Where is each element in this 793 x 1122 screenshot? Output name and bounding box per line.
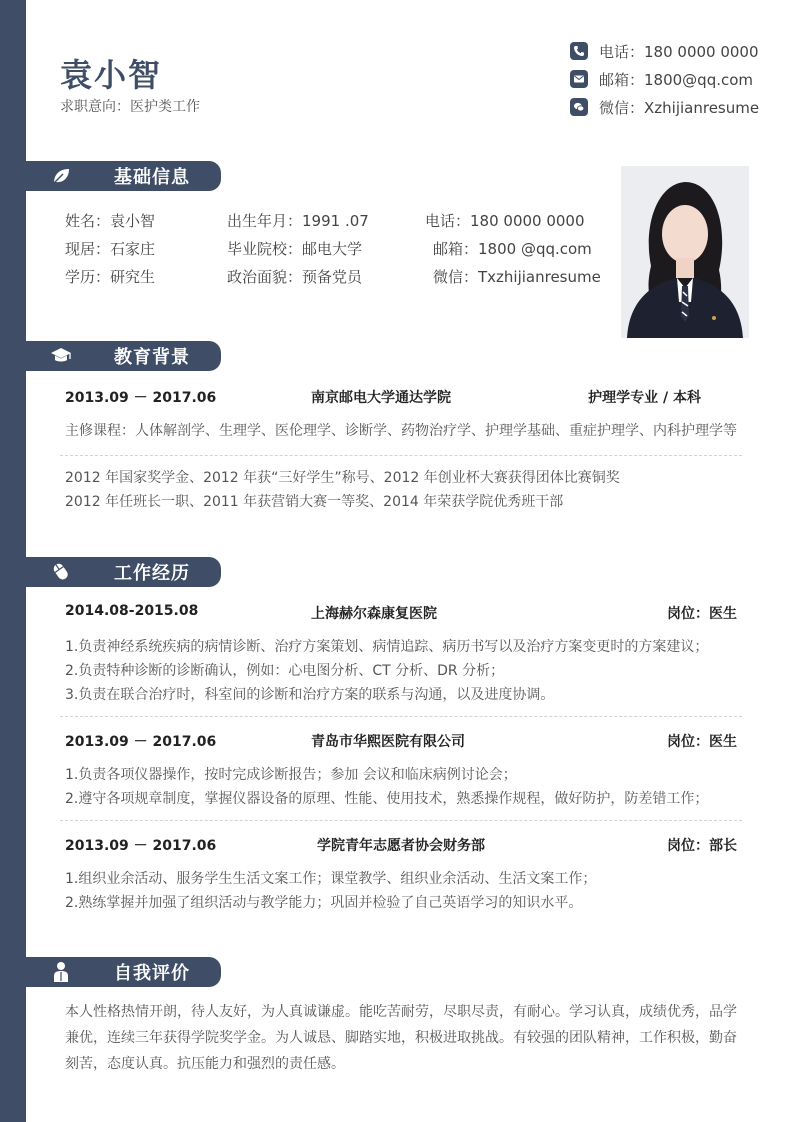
profile-photo — [621, 166, 749, 338]
work-entry-header — [65, 731, 737, 751]
section-header-education — [26, 341, 221, 371]
work-org: 上海赫尔森康复医院 — [311, 606, 437, 622]
education-entry-header — [65, 387, 737, 407]
divider — [60, 820, 742, 821]
info-name: 姓名：袁小智 — [65, 212, 156, 230]
phone-icon — [570, 42, 588, 60]
education-honor-line: 2012 年国家奖学金、2012 年获“三好学生”称号、2012 年创业杯大赛获得团体比赛铜奖 — [65, 470, 620, 486]
divider — [60, 716, 742, 717]
info-birth: 出生年月：1991 .07 — [227, 212, 369, 230]
contact-phone — [570, 40, 759, 62]
work-date: 2013.09 － 2017.06 — [65, 734, 217, 750]
work-duty-line: 1.组织业余活动、服务学生生活文案工作；课堂教学、组织业余活动、生活文案工作； — [65, 871, 597, 887]
work-duty-line: 1.负责神经系统疾病的病情诊断、治疗方案策划、病情追踪、病历书写以及治疗方案变更时的方案建议； — [65, 639, 709, 655]
education-courses: 主修课程：人体解剖学、生理学、医伦理学、诊断学、药物治疗学、护理学基础、重症护理学、内科护理学等 — [65, 423, 737, 439]
section-header-basic — [26, 161, 221, 191]
info-degree: 学历：研究生 — [65, 268, 156, 286]
work-date: 2013.09 － 2017.06 — [65, 838, 217, 854]
left-accent-bar — [0, 0, 26, 1122]
education-major: 护理学专业 / 本科 — [588, 390, 701, 406]
work-date: 2014.08-2015.08 — [65, 603, 199, 619]
section-header-self — [26, 957, 221, 987]
work-duty-line: 2.遵守各项规章制度，掌握仪器设备的原理、性能、使用技术，熟悉操作规程，做好防护，防差错工作； — [65, 791, 709, 807]
section-title: 工作经历 — [114, 563, 190, 584]
person-icon — [50, 961, 72, 983]
work-role: 岗位：医生 — [667, 606, 737, 622]
section-title: 基础信息 — [114, 167, 190, 188]
mouse-icon — [50, 561, 72, 583]
section-title: 教育背景 — [114, 347, 190, 368]
info-school: 毕业院校：邮电大学 — [227, 240, 363, 258]
education-honor-line: 2012 年任班长一职、2011 年获营销大赛一等奖、2014 年荣获学院优秀班干部 — [65, 494, 564, 510]
graduation-cap-icon — [50, 345, 72, 367]
info-politics: 政治面貌：预备党员 — [227, 268, 363, 286]
mail-icon — [570, 70, 588, 88]
education-school: 南京邮电大学通达学院 — [311, 390, 451, 406]
work-duty-line: 3.负责在联合治疗时，科室间的诊断和治疗方案的联系与沟通，以及进度协调。 — [65, 687, 555, 703]
work-org: 青岛市华熙医院有限公司 — [311, 734, 465, 750]
contact-email — [570, 68, 753, 90]
section-title: 自我评价 — [114, 963, 190, 984]
job-intent: 求职意向：医护类工作 — [60, 99, 200, 115]
email-text: 邮箱：1800@qq.com — [599, 70, 754, 89]
work-org: 学院青年志愿者协会财务部 — [317, 838, 485, 854]
info-email: 邮箱：1800 @qq.com — [433, 240, 592, 258]
info-phone: 电话：180 0000 0000 — [425, 212, 585, 230]
work-duty-line: 1.负责各项仪器操作，按时完成诊断报告；参加 会议和临床病例讨论会； — [65, 767, 517, 783]
work-entry-header — [65, 603, 737, 623]
work-duty-line: 2.熟练掌握并加强了组织活动与教学能力；巩固并检验了自己英语学习的知识水平。 — [65, 895, 583, 911]
education-date: 2013.09 － 2017.06 — [65, 390, 217, 406]
work-entry-header — [65, 835, 737, 855]
self-evaluation-text: 本人性格热情开朗，待人友好，为人真诚谦虚。能吃苦耐劳，尽职尽责，有耐心。学习认真，成绩优秀，品学兼优，连续三年获得学院奖学金。为人诚恳、脚踏实地，积极进取挑战。有较强的团队精神，工作积极，勤奋刻苦，态度认真。抗压能力和强烈的责任感。 — [65, 1004, 737, 1072]
divider — [60, 455, 742, 456]
candidate-name: 袁小智 — [60, 56, 163, 94]
phone-text: 电话：180 0000 0000 — [599, 42, 759, 61]
leaf-icon — [50, 165, 72, 187]
info-residence: 现居：石家庄 — [65, 240, 156, 258]
work-role: 岗位：医生 — [667, 734, 737, 750]
section-header-work — [26, 557, 221, 587]
work-role: 岗位：部长 — [667, 838, 737, 854]
wechat-icon — [570, 98, 588, 116]
contact-wechat — [570, 96, 759, 118]
work-duty-line: 2.负责特种诊断的诊断确认，例如：心电图分析、CT 分析、DR 分析； — [65, 663, 505, 679]
info-wechat: 微信：Txzhijianresume — [433, 268, 601, 286]
wechat-text: 微信：Xzhijianresume — [599, 98, 760, 117]
